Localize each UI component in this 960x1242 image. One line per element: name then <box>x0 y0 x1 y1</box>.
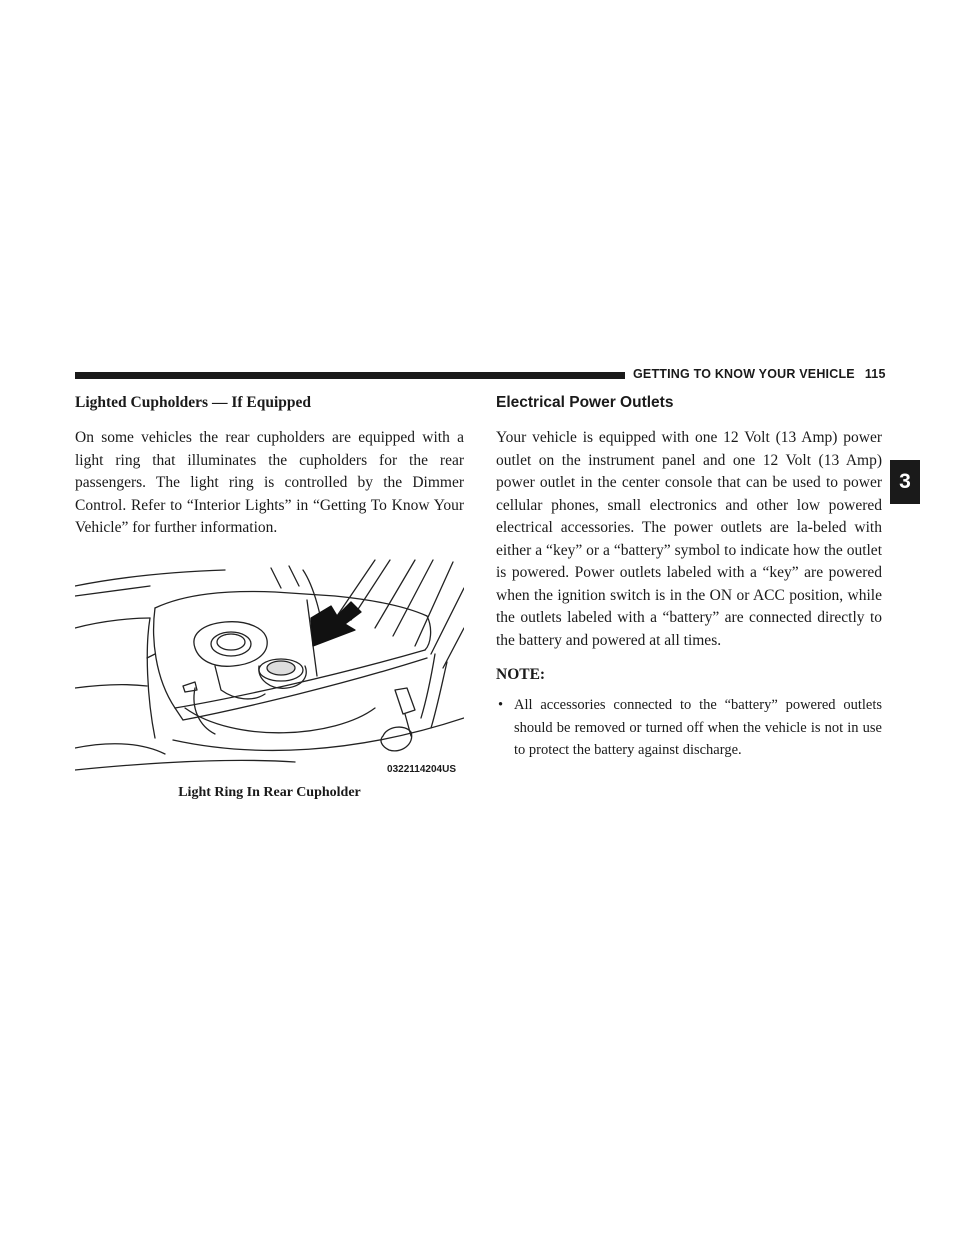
bullet-text: All accessories connected to the “battery” powered outlets should be removed or turned off when the vehicle is not in use to protect the battery against discharge. <box>514 697 882 758</box>
list-item <box>496 694 882 762</box>
power-outlets-paragraph: Your vehicle is equipped with one 12 Volt (13 Amp) power outlet on the instrument panel and one 12 Volt (13 Amp) power outlet in the center console that can be used to power cellular phones, small electronics and other low powered electrical accessories. The power outlets are la-beled with either a “key” or a “battery” symbol to indicate how the outlet is powered. Power outlets labeled with a “key” are powered when the ignition switch is in the ON or ACC position, while the outlets labeled with a “battery” are connected directly to the battery and powered at all times. <box>496 429 882 649</box>
section-title: GETTING TO KNOW YOUR VEHICLE <box>633 367 855 381</box>
cupholders-heading: Lighted Cupholders — If Equipped <box>75 394 312 411</box>
bullet-icon: • <box>498 697 504 713</box>
page-number: 115 <box>864 367 886 381</box>
note-label: NOTE: <box>496 666 546 683</box>
header-rule <box>75 372 625 379</box>
power-outlets-heading: Electrical Power Outlets <box>496 394 674 411</box>
figure-code: 0322114204US <box>387 763 456 775</box>
cupholders-paragraph: On some vehicles the rear cupholders are equipped with a light ring that illuminates the cupholders for the rear passengers. The light ring is controlled by the Dimmer Control. Refer to “Interior Lights” in “Getting To Know Your Vehicle” for further information. <box>75 429 464 536</box>
chapter-tab: 3 <box>890 460 920 504</box>
left-column <box>75 393 464 801</box>
running-header <box>633 367 886 381</box>
right-column <box>496 393 882 762</box>
cupholder-illustration <box>75 558 464 777</box>
figure-caption: Light Ring In Rear Cupholder <box>178 784 361 800</box>
